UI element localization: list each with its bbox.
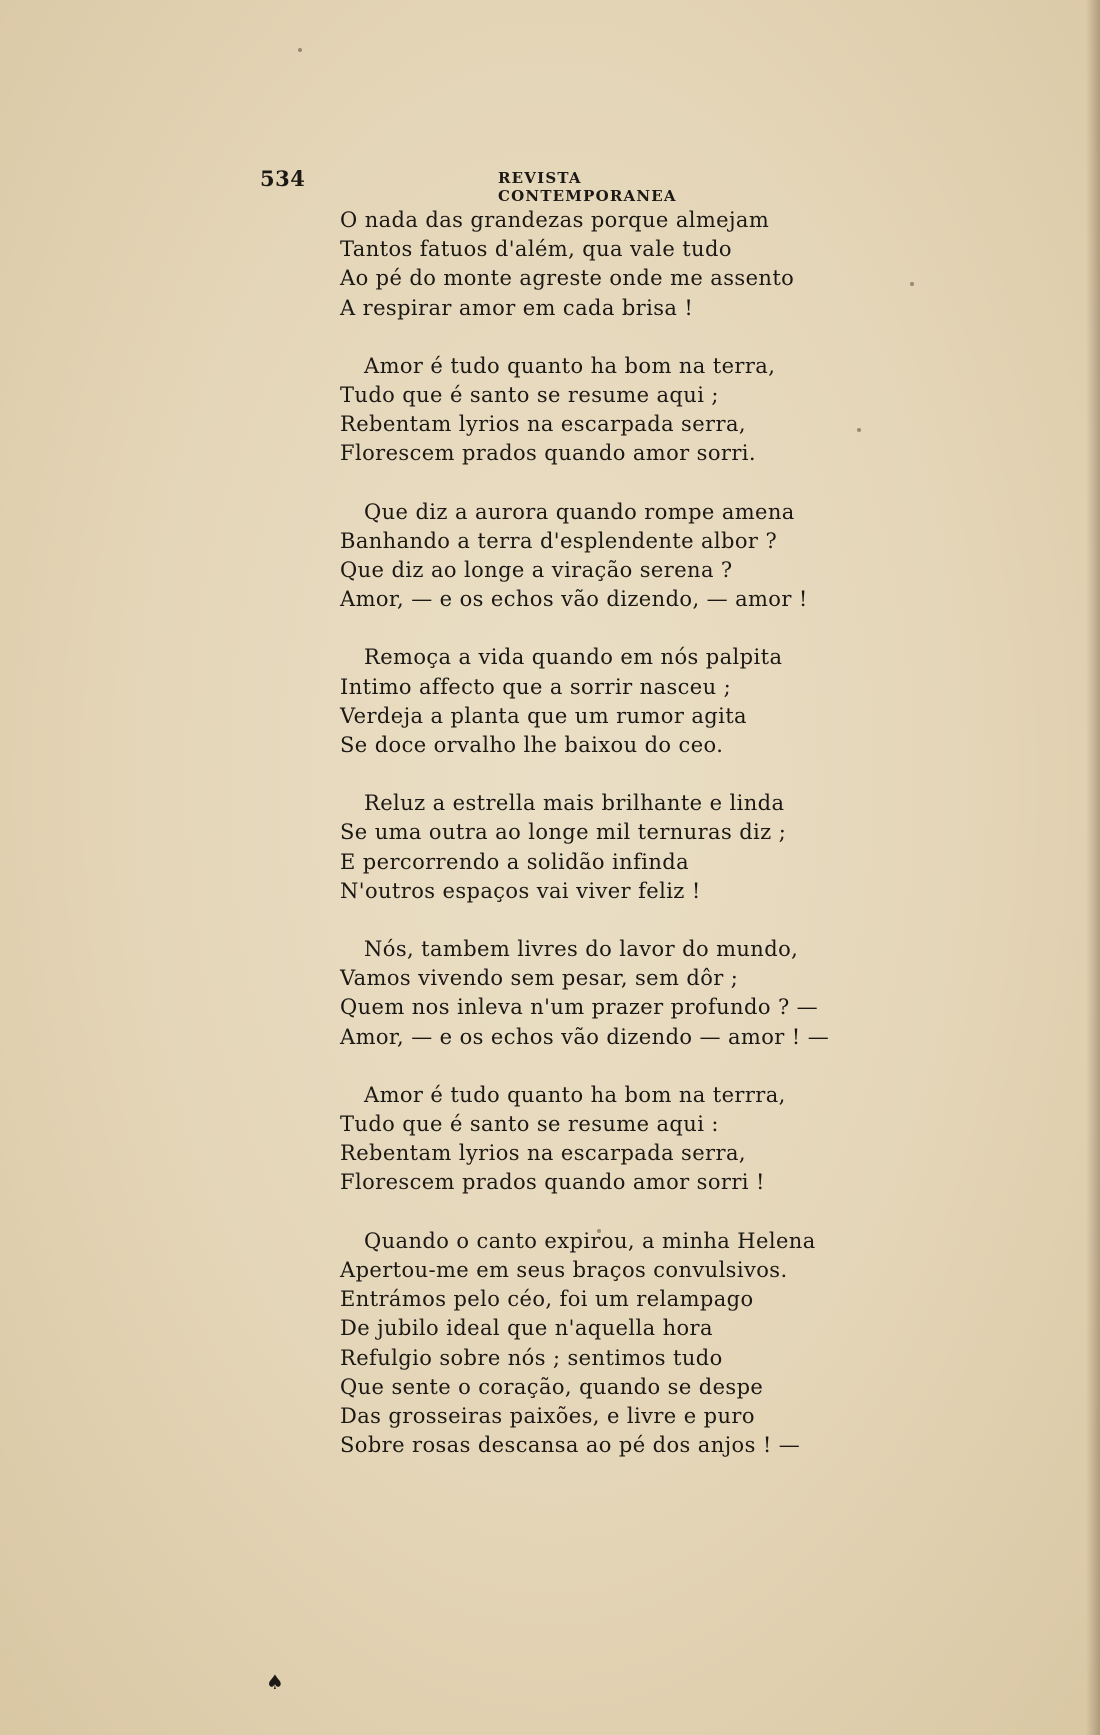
poem-line: Amor é tudo quanto ha bom na terra, <box>364 353 776 378</box>
poem-line: Amor, — e os echos vão dizendo, — amor ! <box>340 587 808 612</box>
stanza <box>340 643 860 760</box>
poem-line: Refulgio sobre nós ; sentimos tudo <box>340 1345 723 1370</box>
poem-line: A respirar amor em cada brisa ! <box>340 295 694 320</box>
poem-line: Florescem prados quando amor sorri. <box>340 441 756 466</box>
poem-line: Quem nos inleva n'um prazer profundo ? — <box>340 995 819 1020</box>
poem-line: Das grosseiras paixões, e livre e puro <box>340 1403 755 1428</box>
paper-speck <box>857 428 861 432</box>
stanza <box>340 352 860 469</box>
running-title: REVISTA CONTEMPORANEA <box>498 169 677 205</box>
poem-line: Quando o canto expirou, a minha Helena <box>364 1228 816 1253</box>
paper-speck <box>597 1229 601 1233</box>
stanza <box>340 1081 860 1198</box>
poem-line: Remoça a vida quando em nós palpita <box>364 645 783 670</box>
poem-body <box>340 206 860 1489</box>
poem-line: Rebentam lyrios na escarpada serra, <box>340 412 746 437</box>
paper-speck <box>298 48 302 52</box>
page-edge-shadow <box>1086 0 1100 1735</box>
poem-line: E percorrendo a solidão infinda <box>340 849 690 874</box>
paper-speck <box>910 282 914 286</box>
page-header <box>260 166 730 205</box>
stanza <box>340 789 860 906</box>
poem-line: Florescem prados quando amor sorri ! <box>340 1170 765 1195</box>
poem-line: Nós, tambem livres do lavor do mundo, <box>364 937 799 962</box>
footer-mark: ♠ <box>266 1670 284 1694</box>
stanza <box>340 1227 860 1461</box>
poem-line: Rebentam lyrios na escarpada serra, <box>340 1141 746 1166</box>
poem-line: Banhando a terra d'esplendente albor ? <box>340 528 778 553</box>
poem-line: Verdeja a planta que um rumor agita <box>340 703 747 728</box>
poem-line: Amor, — e os echos vão dizendo — amor ! — <box>340 1024 830 1049</box>
poem-line: Entrámos pelo céo, foi um relampago <box>340 1287 754 1312</box>
poem-line: Se uma outra ao longe mil ternuras diz ; <box>340 820 787 845</box>
poem-line: Amor é tudo quanto ha bom na terrra, <box>364 1082 786 1107</box>
poem-line: Que sente o coração, quando se despe <box>340 1374 764 1399</box>
poem-line: Vamos vivendo sem pesar, sem dôr ; <box>340 966 739 991</box>
poem-line: Apertou-me em seus braços convulsivos. <box>340 1257 788 1282</box>
poem-line: Tantos fatuos d'além, qua vale tudo <box>340 237 732 262</box>
poem-line: N'outros espaços vai viver feliz ! <box>340 878 701 903</box>
poem-line: Tudo que é santo se resume aqui ; <box>340 383 719 408</box>
stanza <box>340 935 860 1052</box>
poem-line: De jubilo ideal que n'aquella hora <box>340 1316 713 1341</box>
poem-line: O nada das grandezas porque almejam <box>340 208 770 232</box>
poem-line: Intimo affecto que a sorrir nasceu ; <box>340 674 732 699</box>
poem-line: Ao pé do monte agreste onde me assento <box>340 266 795 291</box>
poem-line: Se doce orvalho lhe baixou do ceo. <box>340 733 724 758</box>
poem-line: Que diz ao longe a viração serena ? <box>340 558 733 583</box>
stanza <box>340 206 860 323</box>
poem-line: Sobre rosas descansa ao pé dos anjos ! — <box>340 1433 801 1458</box>
poem-line: Que diz a aurora quando rompe amena <box>364 499 795 524</box>
page-number: 534 <box>260 166 306 191</box>
poem-line: Reluz a estrella mais brilhante e linda <box>364 791 785 816</box>
stanza <box>340 498 860 615</box>
poem-line: Tudo que é santo se resume aqui : <box>340 1112 719 1137</box>
